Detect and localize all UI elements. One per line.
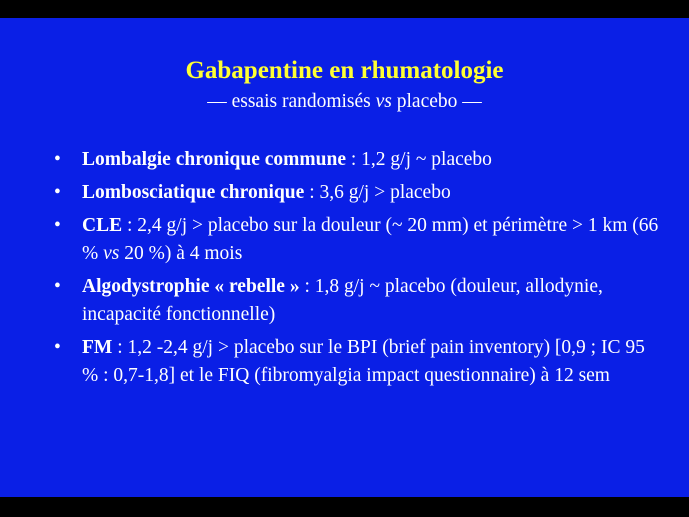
slide-title: Gabapentine en rhumatologie — [185, 57, 504, 84]
bullet-icon: • — [54, 149, 61, 170]
item-text: : 1,2 g/j ~ placebo — [345, 149, 492, 170]
bullet-icon: • — [54, 276, 61, 297]
item-text: : 1,2 -2,4 g/j > placebo sur le BPI (brief pain inventory) [0,9 ; IC 95 % : 0,7-1,8] et le FIQ (fibromyalgia impact questionnaire) à 12 sem — [82, 337, 645, 386]
bullet-icon: • — [54, 182, 61, 203]
item-text: : 1,8 g/j ~ placebo (douleur, allodynie, incapacité fonctionnelle) — [82, 276, 603, 325]
item-heading: Algodystrophie « rebelle » — [82, 276, 300, 297]
item-text: : 2,4 g/j > placebo sur la douleur (~ 20 mm) et périmètre > 1 km (66 % — [82, 215, 659, 264]
item-text-end: 20 %) à 4 mois — [119, 243, 243, 264]
list-item — [54, 179, 664, 207]
item-heading: CLE — [82, 215, 123, 236]
bullet-icon: • — [54, 337, 61, 358]
item-vs: vs — [103, 243, 120, 264]
item-text: : 3,6 g/j > placebo — [304, 182, 451, 203]
subtitle-prefix: — essais randomisés — [207, 91, 376, 112]
bullet-list — [54, 146, 664, 395]
item-heading: Lombalgie chronique commune — [82, 149, 346, 170]
item-heading: FM — [82, 337, 113, 358]
subtitle-suffix: placebo — — [391, 91, 482, 112]
list-item — [54, 273, 664, 329]
list-item — [54, 212, 664, 268]
slide — [0, 18, 689, 497]
list-item — [54, 334, 664, 390]
slide-subtitle — [0, 90, 689, 114]
item-heading: Lombosciatique chronique — [82, 182, 305, 203]
list-item — [54, 146, 664, 174]
bullet-icon: • — [54, 215, 61, 236]
subtitle-vs: vs — [375, 91, 392, 112]
